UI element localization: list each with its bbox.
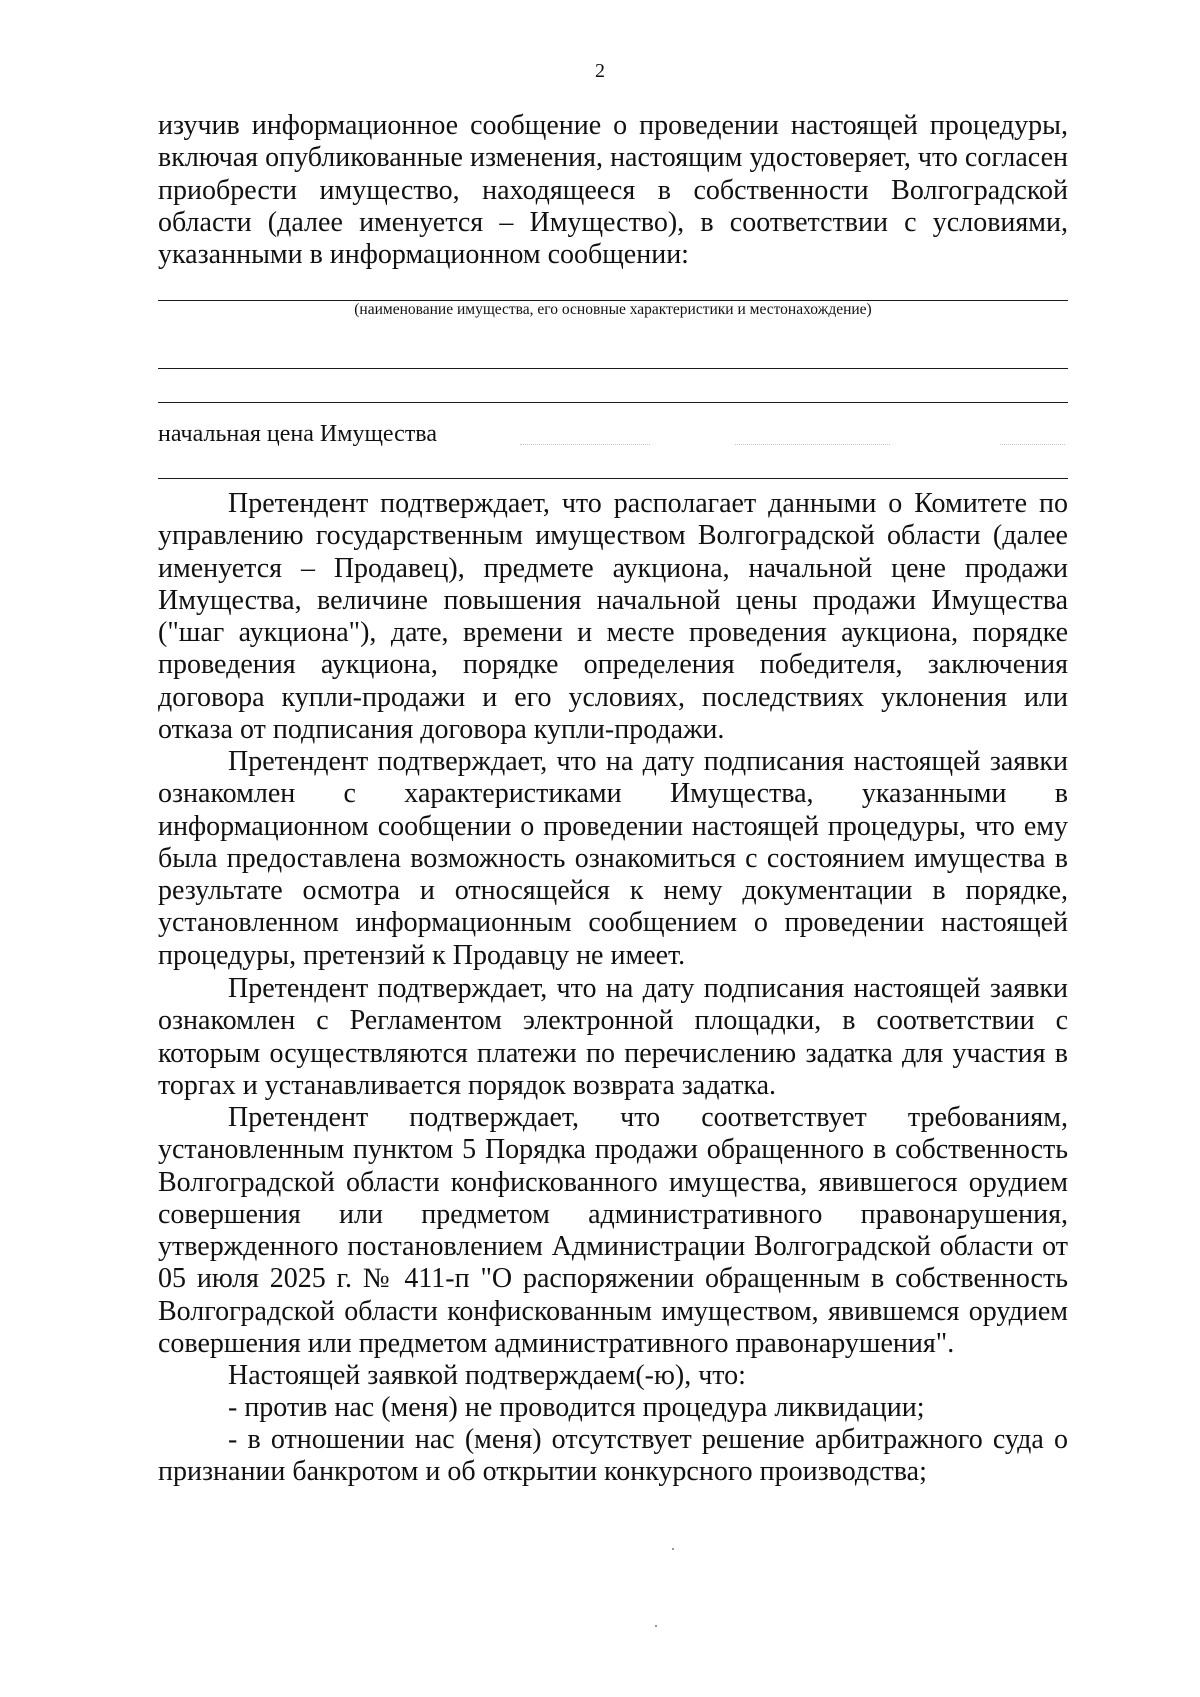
- confirm-item: - в отношении нас (меня) отсутствует решение арбитражного суда о признании банкротом и об открытии конкурсного производства;: [158, 1424, 1068, 1488]
- starting-price-label: начальная цена Имущества: [158, 421, 437, 447]
- confirm-intro: Настоящей заявкой подтверждаем(-ю), что:: [228, 1360, 746, 1391]
- property-name-line-3: [158, 402, 1068, 403]
- property-caption: (наименование имущества, его основные характеристики и местонахождение): [354, 301, 872, 318]
- page-number: 2: [595, 60, 605, 82]
- paragraph-platform-regulations: Претендент подтверждает, что на дату подписания настоящей заявки ознакомлен с Регламентом электронной площадки, в соответствии с которым осуществляются платежи по перечислению задатка для участия в торгах и устанавливается порядок возврата задатка.: [158, 973, 1068, 1101]
- property-name-line-2: [158, 368, 1068, 369]
- scan-speck: [672, 1548, 674, 1550]
- scan-speck: [655, 1625, 657, 1627]
- paragraph-requirements: Претендент подтверждает, что соответствует требованиям, установленным пунктом 5 Порядка продажи обращенного в собственность Волгоградской области конфискованного имущества, явившегося орудием совершения или предметом административного правонарушения, утвержденного постановлением Администрации Волгоградской области от 05 июля 2025 г. № 411-п "О распоряжении обращенным в собственность Волгоградской области конфискованным имуществом, явившемся орудием совершения или предметом административного правонарушения".: [158, 1102, 1068, 1360]
- intro-paragraph: изучив информационное сообщение о проведении настоящей процедуры, включая опубликованные изменения, настоящим удостоверяет, что согласен приобрести имущество, находящееся в собственности Волгоградской области (далее именуется – Имущество), в соответствии с условиями, указанными в информационном сообщении:: [158, 110, 1068, 271]
- price-blank-faint-1: [520, 444, 650, 445]
- starting-price-line: [158, 478, 1068, 479]
- paragraph-property-inspection: Претендент подтверждает, что на дату подписания настоящей заявки ознакомлен с характеристиками Имущества, указанными в информационном сообщении о проведении настоящей процедуры, что ему была предоставлена возможность ознакомиться с состоянием имущества в результате осмотра и относящейся к нему документации в порядке, установленном информационным сообщением о проведении настоящей процедуры, претензий к Продавцу не имеет.: [158, 746, 1068, 971]
- price-blank-faint-2: [735, 444, 890, 445]
- paragraph-seller-info: Претендент подтверждает, что располагает данными о Комитете по управлению государственным имуществом Волгоградской области (далее именуется – Продавец), предмете аукциона, начальной цене продажи Имущества, величине повышения начальной цены продажи Имущества ("шаг аукциона"), дате, времени и месте проведения аукциона, порядке проведения аукциона, порядке определения победителя, заключения договора купли-продажи и его условиях, последствиях уклонения или отказа от подписания договора купли-продажи.: [158, 488, 1068, 746]
- price-blank-faint-3: [1000, 444, 1065, 445]
- confirm-item: - против нас (меня) не проводится процедура ликвидации;: [228, 1392, 925, 1423]
